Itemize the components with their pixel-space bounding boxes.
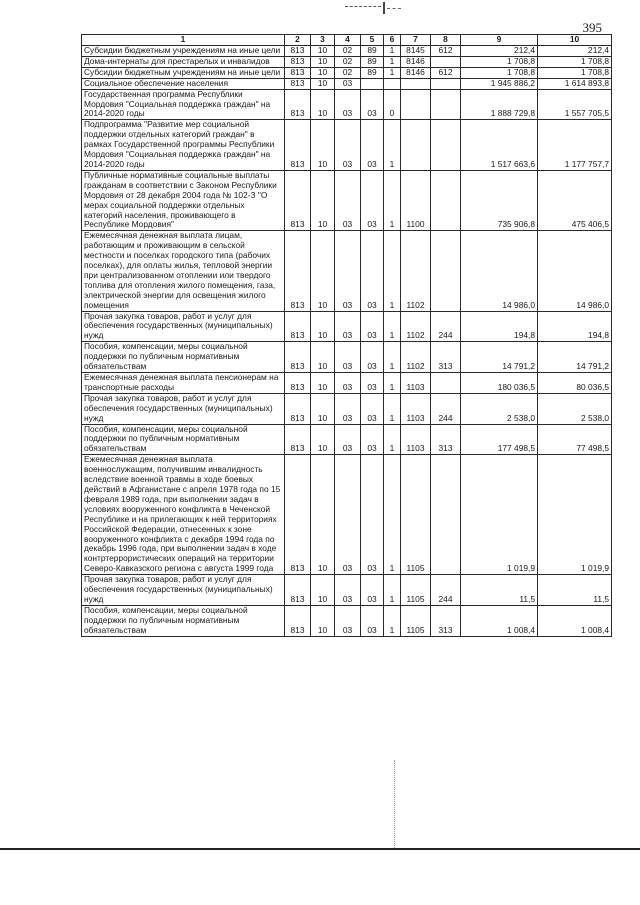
table-row (82, 575, 612, 606)
row-ministry-code: 813 (285, 46, 311, 57)
row-subprogram-code: 1 (384, 170, 401, 230)
column-header: 1 (82, 35, 285, 46)
row-ministry-code: 813 (285, 455, 311, 575)
table-row (82, 56, 612, 67)
page-number: 395 (582, 20, 602, 35)
table-row (82, 89, 612, 120)
row-amount-year-2: 1 614 893,8 (538, 78, 612, 89)
row-amount-year-2: 77 498,5 (538, 424, 612, 455)
row-target-code: 8146 (401, 67, 431, 78)
row-name: Ежемесячная денежная выплата пенсионерам на транспортные расходы (82, 373, 285, 394)
row-section-code: 10 (311, 311, 335, 342)
row-amount-year-1: 14 986,0 (461, 231, 538, 311)
binding-dash (387, 8, 401, 9)
row-amount-year-1: 1 708,8 (461, 67, 538, 78)
row-target-code: 1105 (401, 605, 431, 636)
row-subprogram-code: 1 (384, 311, 401, 342)
row-subprogram-code: 1 (384, 120, 401, 171)
binding-dash (345, 6, 381, 7)
row-expense-type: 612 (431, 67, 461, 78)
row-target-code (401, 89, 431, 120)
row-target-code: 1105 (401, 575, 431, 606)
row-expense-type (431, 231, 461, 311)
table-row (82, 424, 612, 455)
row-amount-year-1: 1 888 729,8 (461, 89, 538, 120)
row-program-code: 89 (361, 46, 384, 57)
row-expense-type (431, 170, 461, 230)
row-program-code: 03 (361, 373, 384, 394)
row-program-code: 03 (361, 393, 384, 424)
row-target-code (401, 78, 431, 89)
row-name: Публичные нормативные социальные выплаты гражданам в соответствии с Законом Республики Мордовия от 28 декабря 2004 года № 102-З "О мерах социальной поддержки отдельных категорий населения, проживающего в Республике Мордовия" (82, 170, 285, 230)
table-row (82, 393, 612, 424)
row-subprogram-code: 1 (384, 373, 401, 394)
row-subsection-code: 02 (335, 67, 361, 78)
row-target-code: 1105 (401, 455, 431, 575)
row-program-code (361, 78, 384, 89)
table-row (82, 455, 612, 575)
row-name: Пособия, компенсации, меры социальной поддержки по публичным нормативным обязательствам (82, 342, 285, 373)
row-expense-type (431, 120, 461, 171)
row-target-code: 1102 (401, 231, 431, 311)
row-subprogram-code: 1 (384, 46, 401, 57)
row-program-code: 89 (361, 67, 384, 78)
row-amount-year-1: 180 036,5 (461, 373, 538, 394)
table-row (82, 311, 612, 342)
row-subsection-code: 03 (335, 89, 361, 120)
row-expense-type: 313 (431, 342, 461, 373)
column-header: 10 (538, 35, 612, 46)
row-amount-year-2: 80 036,5 (538, 373, 612, 394)
row-name: Пособия, компенсации, меры социальной поддержки по публичным нормативным обязательствам (82, 605, 285, 636)
row-name: Государственная программа Республики Мордовия "Социальная поддержка граждан" на 2014-2020 годы (82, 89, 285, 120)
row-section-code: 10 (311, 56, 335, 67)
row-name: Социальное обеспечение населения (82, 78, 285, 89)
row-amount-year-1: 1 008,4 (461, 605, 538, 636)
row-ministry-code: 813 (285, 56, 311, 67)
row-amount-year-2: 1 177 757,7 (538, 120, 612, 171)
row-program-code: 03 (361, 605, 384, 636)
row-ministry-code: 813 (285, 575, 311, 606)
row-subprogram-code: 1 (384, 605, 401, 636)
row-name: Субсидии бюджетным учреждениям на иные цели (82, 67, 285, 78)
row-amount-year-1: 1 517 663,6 (461, 120, 538, 171)
row-target-code: 1102 (401, 311, 431, 342)
row-subsection-code: 02 (335, 46, 361, 57)
row-ministry-code: 813 (285, 424, 311, 455)
table-header-row (82, 35, 612, 46)
row-amount-year-1: 212,4 (461, 46, 538, 57)
table-row (82, 231, 612, 311)
row-program-code: 03 (361, 455, 384, 575)
row-target-code: 1103 (401, 393, 431, 424)
row-program-code: 03 (361, 424, 384, 455)
row-expense-type (431, 373, 461, 394)
row-subprogram-code: 0 (384, 89, 401, 120)
row-expense-type: 244 (431, 393, 461, 424)
budget-table (81, 34, 612, 637)
row-target-code: 8146 (401, 56, 431, 67)
row-amount-year-2: 1 708,8 (538, 67, 612, 78)
row-program-code: 89 (361, 56, 384, 67)
row-subprogram-code: 1 (384, 424, 401, 455)
row-amount-year-1: 194,8 (461, 311, 538, 342)
row-program-code: 03 (361, 575, 384, 606)
row-ministry-code: 813 (285, 89, 311, 120)
row-ministry-code: 813 (285, 373, 311, 394)
table-row (82, 78, 612, 89)
row-expense-type (431, 56, 461, 67)
row-section-code: 10 (311, 231, 335, 311)
row-section-code: 10 (311, 67, 335, 78)
row-section-code: 10 (311, 424, 335, 455)
row-amount-year-2: 475 406,5 (538, 170, 612, 230)
row-subsection-code: 03 (335, 231, 361, 311)
row-target-code (401, 120, 431, 171)
table-row (82, 373, 612, 394)
row-target-code: 1102 (401, 342, 431, 373)
row-amount-year-2: 1 557 705,5 (538, 89, 612, 120)
table-row (82, 605, 612, 636)
row-section-code: 10 (311, 46, 335, 57)
row-amount-year-2: 2 538,0 (538, 393, 612, 424)
row-expense-type: 244 (431, 575, 461, 606)
row-section-code: 10 (311, 170, 335, 230)
row-subsection-code: 03 (335, 605, 361, 636)
row-amount-year-1: 2 538,0 (461, 393, 538, 424)
row-amount-year-2: 14 791,2 (538, 342, 612, 373)
row-expense-type (431, 78, 461, 89)
table-row (82, 67, 612, 78)
row-subsection-code: 03 (335, 455, 361, 575)
row-target-code: 1103 (401, 373, 431, 394)
row-subprogram-code: 1 (384, 342, 401, 373)
row-subsection-code: 03 (335, 342, 361, 373)
row-section-code: 10 (311, 78, 335, 89)
column-header: 7 (401, 35, 431, 46)
row-section-code: 10 (311, 605, 335, 636)
column-header: 8 (431, 35, 461, 46)
column-header: 5 (361, 35, 384, 46)
table-row (82, 46, 612, 57)
row-target-code: 1100 (401, 170, 431, 230)
row-expense-type: 313 (431, 605, 461, 636)
row-subsection-code: 03 (335, 170, 361, 230)
row-ministry-code: 813 (285, 120, 311, 171)
row-amount-year-2: 14 986,0 (538, 231, 612, 311)
row-target-code: 1103 (401, 424, 431, 455)
column-header: 6 (384, 35, 401, 46)
row-ministry-code: 813 (285, 605, 311, 636)
row-expense-type: 244 (431, 311, 461, 342)
row-name: Субсидии бюджетным учреждениям на иные цели (82, 46, 285, 57)
row-subprogram-code: 1 (384, 393, 401, 424)
table-body (82, 46, 612, 637)
row-amount-year-1: 735 906,8 (461, 170, 538, 230)
row-subsection-code: 03 (335, 311, 361, 342)
row-name: Ежемесячная денежная выплата военнослужащим, получившим инвалидность вследствие военной травмы в ходе боевых действий в Афганистане с апреля 1978 года по 15 февраля 1989 года, при выполнении задач в условиях вооруженного конфликта в Чеченской Республике и на прилегающих к ней территориях Российской Федерации, отнесенных к зоне вооруженного конфликта с декабря 1994 года по декабрь 1996 года, при выполнении задач в ходе контртеррористических операций на территории Северо-Кавказского региона с августа 1999 года (82, 455, 285, 575)
row-expense-type: 313 (431, 424, 461, 455)
table-row (82, 342, 612, 373)
row-ministry-code: 813 (285, 78, 311, 89)
row-name: Ежемесячная денежная выплата лицам, работающим и проживающим в сельской местности и поселках городского типа (рабочих поселках), для оплаты жилья, тепловой энергии при централизованном отоплении или твердого топлива для отопления жилого помещения, газа, электрической энергии для освещения жилого помещения (82, 231, 285, 311)
row-target-code: 8145 (401, 46, 431, 57)
row-amount-year-1: 14 791,2 (461, 342, 538, 373)
row-subprogram-code: 1 (384, 56, 401, 67)
row-subprogram-code: 1 (384, 455, 401, 575)
row-section-code: 10 (311, 393, 335, 424)
row-ministry-code: 813 (285, 231, 311, 311)
table-row (82, 120, 612, 171)
row-expense-type (431, 455, 461, 575)
row-subsection-code: 03 (335, 424, 361, 455)
row-subprogram-code: 1 (384, 575, 401, 606)
row-name: Дома-интернаты для престарелых и инвалидов (82, 56, 285, 67)
binding-mark (345, 2, 405, 16)
row-amount-year-2: 1 019,9 (538, 455, 612, 575)
row-program-code: 03 (361, 120, 384, 171)
row-amount-year-1: 1 945 886,2 (461, 78, 538, 89)
row-subprogram-code: 1 (384, 231, 401, 311)
column-header: 9 (461, 35, 538, 46)
column-header: 4 (335, 35, 361, 46)
fold-mark (394, 760, 398, 848)
row-section-code: 10 (311, 575, 335, 606)
row-program-code: 03 (361, 231, 384, 311)
row-section-code: 10 (311, 373, 335, 394)
row-subsection-code: 03 (335, 78, 361, 89)
row-subprogram-code: 1 (384, 67, 401, 78)
bottom-rule (0, 848, 640, 850)
column-header: 2 (285, 35, 311, 46)
row-subsection-code: 02 (335, 56, 361, 67)
row-amount-year-2: 212,4 (538, 46, 612, 57)
row-program-code: 03 (361, 342, 384, 373)
table-row (82, 170, 612, 230)
row-name: Прочая закупка товаров, работ и услуг для обеспечения государственных (муниципальных) нужд (82, 575, 285, 606)
row-ministry-code: 813 (285, 170, 311, 230)
row-name: Прочая закупка товаров, работ и услуг для обеспечения государственных (муниципальных) нужд (82, 393, 285, 424)
row-program-code: 03 (361, 89, 384, 120)
row-amount-year-2: 194,8 (538, 311, 612, 342)
row-name: Пособия, компенсации, меры социальной поддержки по публичным нормативным обязательствам (82, 424, 285, 455)
row-amount-year-1: 1 019,9 (461, 455, 538, 575)
row-section-code: 10 (311, 455, 335, 575)
row-subsection-code: 03 (335, 373, 361, 394)
row-amount-year-1: 177 498,5 (461, 424, 538, 455)
row-ministry-code: 813 (285, 311, 311, 342)
row-ministry-code: 813 (285, 342, 311, 373)
row-ministry-code: 813 (285, 67, 311, 78)
row-amount-year-2: 11,5 (538, 575, 612, 606)
row-expense-type: 612 (431, 46, 461, 57)
row-subprogram-code (384, 78, 401, 89)
row-name: Подпрограмма "Развитие мер социальной поддержки отдельных категорий граждан" в рамках Государственной программы Республики Мордовия "Социальная поддержка граждан" на 2014-2020 годы (82, 120, 285, 171)
row-subsection-code: 03 (335, 575, 361, 606)
row-program-code: 03 (361, 170, 384, 230)
row-name: Прочая закупка товаров, работ и услуг для обеспечения государственных (муниципальных) нужд (82, 311, 285, 342)
row-section-code: 10 (311, 120, 335, 171)
row-amount-year-2: 1 008,4 (538, 605, 612, 636)
row-subsection-code: 03 (335, 120, 361, 171)
row-amount-year-1: 11,5 (461, 575, 538, 606)
row-section-code: 10 (311, 89, 335, 120)
row-ministry-code: 813 (285, 393, 311, 424)
row-amount-year-2: 1 708,8 (538, 56, 612, 67)
row-program-code: 03 (361, 311, 384, 342)
row-subsection-code: 03 (335, 393, 361, 424)
row-expense-type (431, 89, 461, 120)
row-amount-year-1: 1 708,8 (461, 56, 538, 67)
column-header: 3 (311, 35, 335, 46)
row-section-code: 10 (311, 342, 335, 373)
